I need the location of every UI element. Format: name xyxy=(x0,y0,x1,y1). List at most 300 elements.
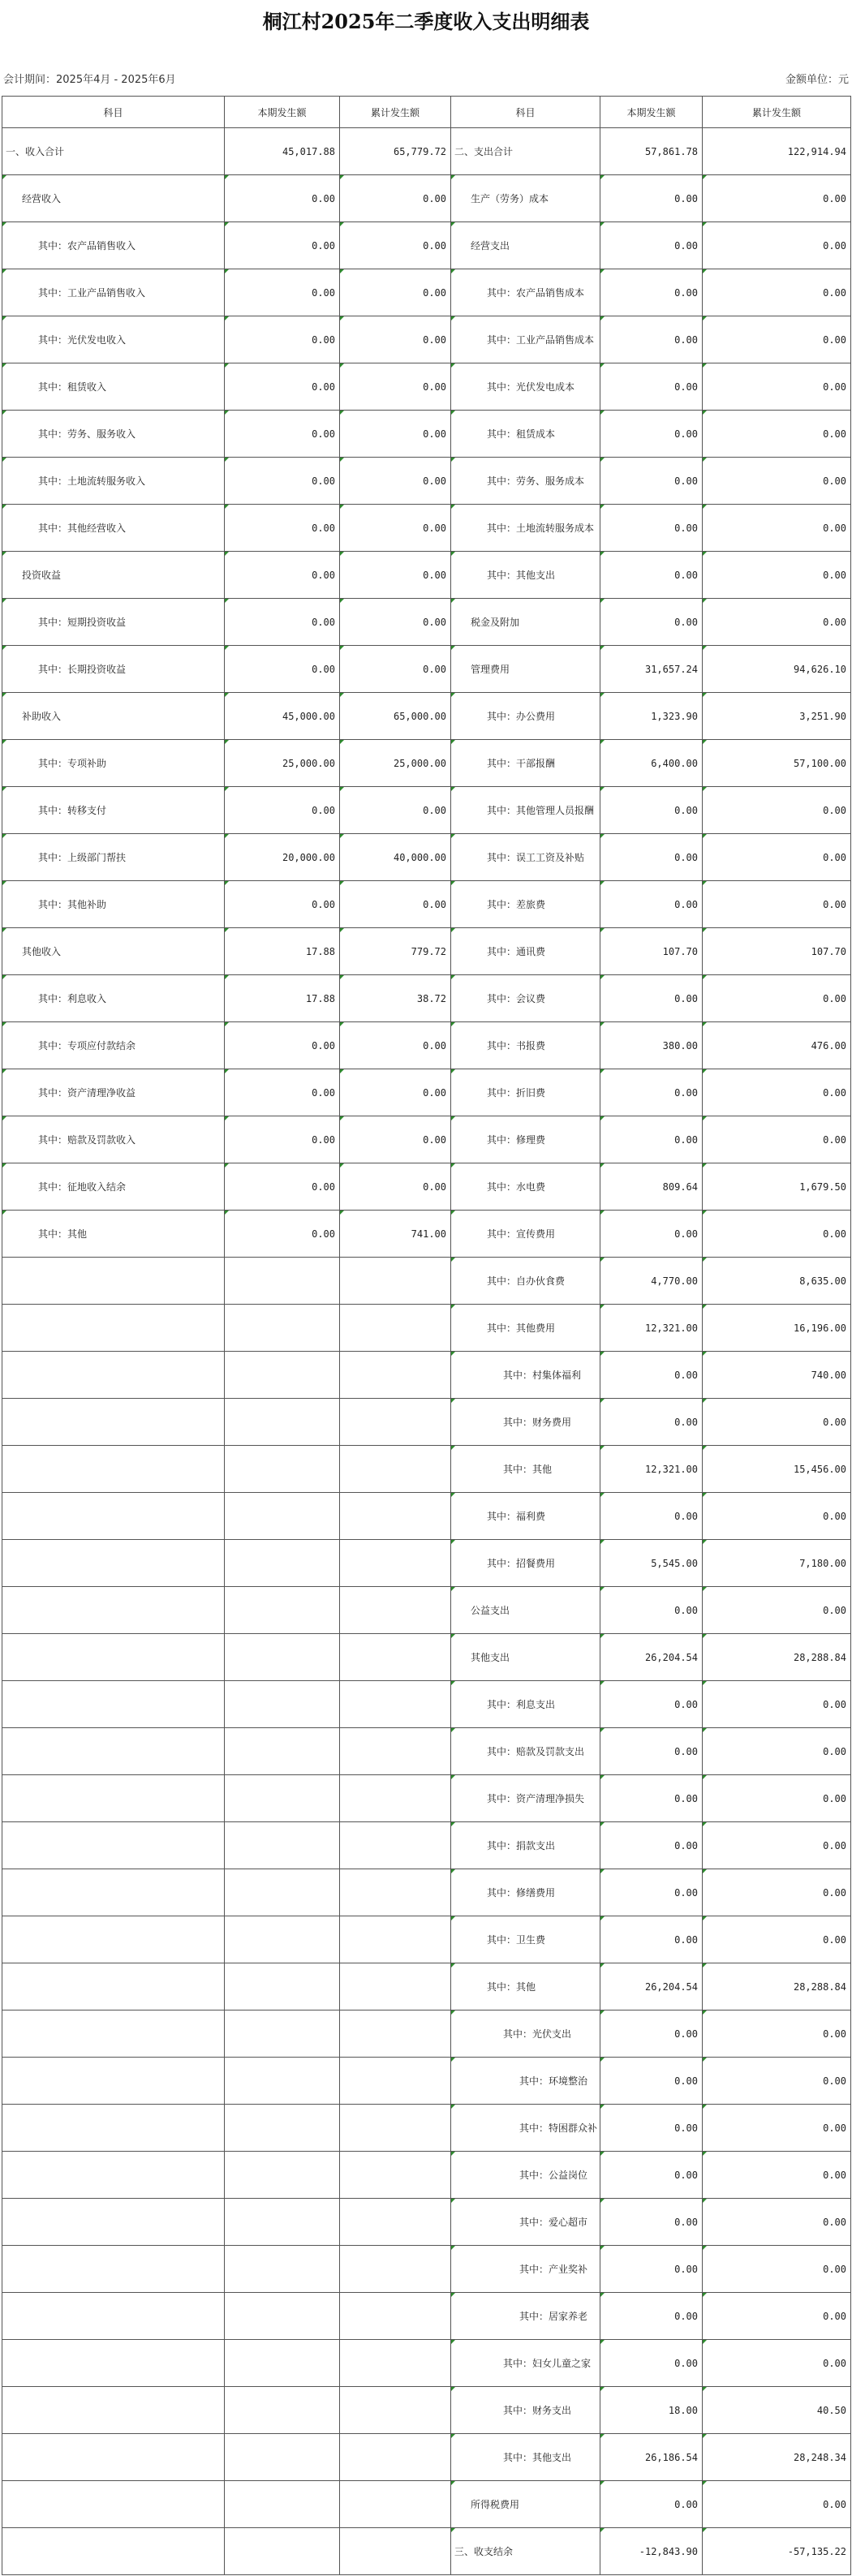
expense-subject: 其中：环境整治 xyxy=(451,2058,600,2105)
income-current-amount xyxy=(225,2152,340,2199)
income-current-amount xyxy=(225,1399,340,1446)
expense-current-amount: 18.00 xyxy=(600,2387,703,2434)
table-row xyxy=(2,646,851,693)
income-cumulative-amount xyxy=(340,1305,451,1352)
income-cumulative-amount xyxy=(340,1775,451,1822)
table-row xyxy=(2,1352,851,1399)
expense-current-amount: 0.00 xyxy=(600,316,703,363)
income-current-amount: 0.00 xyxy=(225,787,340,834)
expense-current-amount: 0.00 xyxy=(600,411,703,458)
income-current-amount: 0.00 xyxy=(225,222,340,269)
expense-subject: 其中：村集体福利 xyxy=(451,1352,600,1399)
expense-subject: 其中：劳务、服务成本 xyxy=(451,458,600,505)
expense-cumulative-amount: 0.00 xyxy=(703,1681,851,1728)
income-current-amount: 0.00 xyxy=(225,316,340,363)
income-current-amount: 0.00 xyxy=(225,1116,340,1163)
table-row xyxy=(2,1916,851,1963)
expense-subject: 其中：土地流转服务成本 xyxy=(451,505,600,552)
income-cumulative-amount: 0.00 xyxy=(340,411,451,458)
income-current-amount xyxy=(225,1587,340,1634)
expense-subject: 其中：其他 xyxy=(451,1963,600,2010)
expense-subject: 其中：工业产品销售成本 xyxy=(451,316,600,363)
expense-cumulative-amount: 0.00 xyxy=(703,2340,851,2387)
table-row xyxy=(2,552,851,599)
expense-current-amount: 26,204.54 xyxy=(600,1634,703,1681)
table-row xyxy=(2,2434,851,2481)
income-subject xyxy=(2,1446,225,1493)
table-row xyxy=(2,1399,851,1446)
expense-subject: 其中：水电费 xyxy=(451,1163,600,1211)
expense-current-amount: 0.00 xyxy=(600,2246,703,2293)
income-cumulative-amount: 0.00 xyxy=(340,269,451,316)
income-cumulative-amount: 65,000.00 xyxy=(340,693,451,740)
income-subject xyxy=(2,2387,225,2434)
income-subject xyxy=(2,1305,225,1352)
expense-cumulative-amount: 0.00 xyxy=(703,411,851,458)
income-cumulative-amount xyxy=(340,2387,451,2434)
expense-cumulative-amount: 0.00 xyxy=(703,975,851,1022)
expense-cumulative-amount: 57,100.00 xyxy=(703,740,851,787)
expense-subject: 其中：福利费 xyxy=(451,1493,600,1540)
income-subject xyxy=(2,1963,225,2010)
income-current-amount xyxy=(225,1493,340,1540)
expense-subject: 其中：其他支出 xyxy=(451,552,600,599)
expense-current-amount: 0.00 xyxy=(600,2010,703,2058)
expense-subject: 所得税费用 xyxy=(451,2481,600,2528)
income-current-amount xyxy=(225,2528,340,2575)
income-subject: 补助收入 xyxy=(2,693,225,740)
income-cumulative-amount xyxy=(340,2340,451,2387)
expense-cumulative-amount: 0.00 xyxy=(703,881,851,928)
expense-current-amount: 0.00 xyxy=(600,787,703,834)
income-current-amount xyxy=(225,2434,340,2481)
expense-subject: 其中：妇女儿童之家 xyxy=(451,2340,600,2387)
income-cumulative-amount: 0.00 xyxy=(340,363,451,411)
table-row xyxy=(2,1869,851,1916)
income-current-amount xyxy=(225,1540,340,1587)
expense-subject: 其中：产业奖补 xyxy=(451,2246,600,2293)
income-cumulative-amount xyxy=(340,1493,451,1540)
income-cumulative-amount xyxy=(340,2105,451,2152)
expense-current-amount: 12,321.00 xyxy=(600,1305,703,1352)
table-row xyxy=(2,269,851,316)
income-cumulative-amount xyxy=(340,1634,451,1681)
table-row xyxy=(2,316,851,363)
expense-current-amount: 1,323.90 xyxy=(600,693,703,740)
income-cumulative-amount xyxy=(340,2010,451,2058)
expense-cumulative-amount: 28,248.34 xyxy=(703,2434,851,2481)
expense-cumulative-amount: 0.00 xyxy=(703,222,851,269)
report-title: 桐江村2025年二季度收入支出明细表 xyxy=(262,9,590,33)
income-cumulative-amount xyxy=(340,2434,451,2481)
income-current-amount: 0.00 xyxy=(225,458,340,505)
income-subject: 投资收益 xyxy=(2,552,225,599)
income-current-amount: 0.00 xyxy=(225,1211,340,1258)
table-row xyxy=(2,1963,851,2010)
expense-cumulative-amount: 0.00 xyxy=(703,2058,851,2105)
table-row xyxy=(2,975,851,1022)
table-row xyxy=(2,2293,851,2340)
income-current-amount xyxy=(225,1822,340,1869)
income-subject xyxy=(2,2199,225,2246)
expense-subject: 其中：误工工资及补贴 xyxy=(451,834,600,881)
income-current-amount: 0.00 xyxy=(225,1022,340,1069)
expense-cumulative-amount: 94,626.10 xyxy=(703,646,851,693)
income-cumulative-amount: 0.00 xyxy=(340,599,451,646)
income-current-amount xyxy=(225,2481,340,2528)
income-current-amount xyxy=(225,2199,340,2246)
income-cumulative-amount: 0.00 xyxy=(340,1163,451,1211)
expense-subject: 公益支出 xyxy=(451,1587,600,1634)
income-subject xyxy=(2,1587,225,1634)
expense-subject: 其中：折旧费 xyxy=(451,1069,600,1116)
expense-cumulative-amount: 40.50 xyxy=(703,2387,851,2434)
accounting-period: 会计期间：2025年4月 - 2025年6月 xyxy=(3,73,176,86)
expense-current-amount: 0.00 xyxy=(600,2152,703,2199)
income-current-amount: 0.00 xyxy=(225,175,340,222)
expense-cumulative-amount: 0.00 xyxy=(703,1116,851,1163)
income-cumulative-amount xyxy=(340,1540,451,1587)
currency-unit: 金额单位：元 xyxy=(785,73,849,86)
income-subject xyxy=(2,2293,225,2340)
expense-subject: 税金及附加 xyxy=(451,599,600,646)
income-current-amount xyxy=(225,2246,340,2293)
expense-current-amount: 380.00 xyxy=(600,1022,703,1069)
expense-subject: 其中：宣传费用 xyxy=(451,1211,600,1258)
income-subject: 其中：农产品销售收入 xyxy=(2,222,225,269)
income-subject: 其中：转移支付 xyxy=(2,787,225,834)
expense-subject: 其中：会议费 xyxy=(451,975,600,1022)
expense-cumulative-amount: 28,288.84 xyxy=(703,1963,851,2010)
expense-cumulative-amount: 0.00 xyxy=(703,2246,851,2293)
ledger-table xyxy=(2,96,851,2575)
table-row xyxy=(2,787,851,834)
expense-cumulative-amount: 0.00 xyxy=(703,1775,851,1822)
table-row xyxy=(2,1069,851,1116)
income-subject xyxy=(2,2528,225,2575)
income-cumulative-amount: 0.00 xyxy=(340,787,451,834)
expense-cumulative-amount: 0.00 xyxy=(703,1728,851,1775)
income-cumulative-amount xyxy=(340,2152,451,2199)
income-current-amount xyxy=(225,2058,340,2105)
income-current-amount xyxy=(225,1305,340,1352)
header-current-left: 本期发生额 xyxy=(225,97,340,128)
income-subject xyxy=(2,2340,225,2387)
income-cumulative-amount xyxy=(340,1728,451,1775)
ledger-body xyxy=(2,128,851,2575)
expense-current-amount: 0.00 xyxy=(600,2105,703,2152)
table-row xyxy=(2,1540,851,1587)
expense-subject: 经营支出 xyxy=(451,222,600,269)
table-row xyxy=(2,458,851,505)
table-row xyxy=(2,2058,851,2105)
expense-current-amount: 809.64 xyxy=(600,1163,703,1211)
expense-current-amount: 0.00 xyxy=(600,1116,703,1163)
income-subject xyxy=(2,1399,225,1446)
income-current-amount xyxy=(225,1446,340,1493)
income-current-amount: 17.88 xyxy=(225,975,340,1022)
expense-current-amount: 6,400.00 xyxy=(600,740,703,787)
expense-subject: 其中：其他支出 xyxy=(451,2434,600,2481)
table-row xyxy=(2,2105,851,2152)
table-row xyxy=(2,128,851,175)
income-current-amount: 0.00 xyxy=(225,1069,340,1116)
expense-current-amount: 0.00 xyxy=(600,552,703,599)
income-current-amount xyxy=(225,1352,340,1399)
table-row xyxy=(2,2152,851,2199)
expense-current-amount: 0.00 xyxy=(600,2293,703,2340)
expense-current-amount: 0.00 xyxy=(600,881,703,928)
income-subject: 其中：劳务、服务收入 xyxy=(2,411,225,458)
income-current-amount: 25,000.00 xyxy=(225,740,340,787)
income-current-amount: 0.00 xyxy=(225,1163,340,1211)
income-cumulative-amount: 0.00 xyxy=(340,552,451,599)
report-meta xyxy=(3,67,849,89)
expense-cumulative-amount: 0.00 xyxy=(703,1587,851,1634)
expense-current-amount: 0.00 xyxy=(600,1681,703,1728)
income-subject: 其中：租赁收入 xyxy=(2,363,225,411)
income-subject: 其中：专项应付款结余 xyxy=(2,1022,225,1069)
table-row xyxy=(2,505,851,552)
table-row xyxy=(2,175,851,222)
expense-current-amount: -12,843.90 xyxy=(600,2528,703,2575)
income-cumulative-amount: 0.00 xyxy=(340,646,451,693)
expense-current-amount: 0.00 xyxy=(600,834,703,881)
table-row xyxy=(2,1587,851,1634)
income-current-amount xyxy=(225,2105,340,2152)
expense-current-amount: 57,861.78 xyxy=(600,128,703,175)
expense-current-amount: 0.00 xyxy=(600,2199,703,2246)
expense-current-amount: 0.00 xyxy=(600,1399,703,1446)
expense-subject: 其中：农产品销售成本 xyxy=(451,269,600,316)
expense-cumulative-amount: 8,635.00 xyxy=(703,1258,851,1305)
income-subject: 其他收入 xyxy=(2,928,225,975)
expense-current-amount: 0.00 xyxy=(600,1493,703,1540)
expense-current-amount: 26,204.54 xyxy=(600,1963,703,2010)
table-row xyxy=(2,1681,851,1728)
table-row xyxy=(2,1305,851,1352)
expense-cumulative-amount: 740.00 xyxy=(703,1352,851,1399)
income-subject: 其中：上级部门帮扶 xyxy=(2,834,225,881)
table-row xyxy=(2,1116,851,1163)
expense-cumulative-amount: 0.00 xyxy=(703,1822,851,1869)
income-current-amount: 0.00 xyxy=(225,599,340,646)
expense-cumulative-amount: 476.00 xyxy=(703,1022,851,1069)
income-current-amount xyxy=(225,1258,340,1305)
income-subject xyxy=(2,2481,225,2528)
expense-subject: 其中：办公费用 xyxy=(451,693,600,740)
income-subject xyxy=(2,1728,225,1775)
expense-cumulative-amount: 0.00 xyxy=(703,458,851,505)
expense-subject: 其中：赔款及罚款支出 xyxy=(451,1728,600,1775)
expense-current-amount: 5,545.00 xyxy=(600,1540,703,1587)
income-current-amount xyxy=(225,1916,340,1963)
income-subject: 其中：资产清理净收益 xyxy=(2,1069,225,1116)
income-cumulative-amount xyxy=(340,1869,451,1916)
expense-cumulative-amount: 0.00 xyxy=(703,2293,851,2340)
income-cumulative-amount xyxy=(340,1822,451,1869)
expense-subject: 其中：其他 xyxy=(451,1446,600,1493)
expense-subject: 其中：其他管理人员报酬 xyxy=(451,787,600,834)
income-subject: 一、收入合计 xyxy=(2,128,225,175)
table-row xyxy=(2,363,851,411)
expense-cumulative-amount: 0.00 xyxy=(703,599,851,646)
income-current-amount: 0.00 xyxy=(225,363,340,411)
expense-current-amount: 0.00 xyxy=(600,975,703,1022)
income-subject xyxy=(2,1493,225,1540)
expense-subject: 其中：书报费 xyxy=(451,1022,600,1069)
income-cumulative-amount xyxy=(340,2481,451,2528)
expense-cumulative-amount: 0.00 xyxy=(703,1869,851,1916)
income-subject: 其中：其他补助 xyxy=(2,881,225,928)
income-subject: 其中：专项补助 xyxy=(2,740,225,787)
income-current-amount xyxy=(225,1728,340,1775)
expense-current-amount: 0.00 xyxy=(600,1069,703,1116)
income-current-amount: 20,000.00 xyxy=(225,834,340,881)
expense-current-amount: 0.00 xyxy=(600,1728,703,1775)
table-row xyxy=(2,1728,851,1775)
expense-current-amount: 0.00 xyxy=(600,363,703,411)
income-cumulative-amount: 0.00 xyxy=(340,222,451,269)
income-cumulative-amount xyxy=(340,1258,451,1305)
expense-subject: 其中：财务支出 xyxy=(451,2387,600,2434)
income-cumulative-amount: 0.00 xyxy=(340,458,451,505)
expense-subject: 其中：卫生费 xyxy=(451,1916,600,1963)
income-current-amount: 45,000.00 xyxy=(225,693,340,740)
income-subject: 其中：征地收入结余 xyxy=(2,1163,225,1211)
expense-subject: 其中：通讯费 xyxy=(451,928,600,975)
expense-cumulative-amount: 1,679.50 xyxy=(703,1163,851,1211)
income-subject: 其中：其他经营收入 xyxy=(2,505,225,552)
income-cumulative-amount xyxy=(340,2199,451,2246)
income-cumulative-amount xyxy=(340,1352,451,1399)
income-subject xyxy=(2,2434,225,2481)
expense-cumulative-amount: 122,914.94 xyxy=(703,128,851,175)
expense-cumulative-amount: -57,135.22 xyxy=(703,2528,851,2575)
table-row xyxy=(2,2481,851,2528)
expense-subject: 其中：光伏支出 xyxy=(451,2010,600,2058)
income-subject: 其中：赔款及罚款收入 xyxy=(2,1116,225,1163)
table-row xyxy=(2,1211,851,1258)
expense-cumulative-amount: 0.00 xyxy=(703,1211,851,1258)
header-current-right: 本期发生额 xyxy=(600,97,703,128)
income-cumulative-amount: 0.00 xyxy=(340,316,451,363)
expense-subject: 其中：干部报酬 xyxy=(451,740,600,787)
income-current-amount: 0.00 xyxy=(225,269,340,316)
income-current-amount: 0.00 xyxy=(225,411,340,458)
expense-subject: 其中：特困群众补 xyxy=(451,2105,600,2152)
expense-cumulative-amount: 0.00 xyxy=(703,2105,851,2152)
income-current-amount xyxy=(225,2387,340,2434)
table-row xyxy=(2,411,851,458)
expense-subject: 其中：利息支出 xyxy=(451,1681,600,1728)
expense-subject: 其中：光伏发电成本 xyxy=(451,363,600,411)
table-row xyxy=(2,693,851,740)
income-subject xyxy=(2,2246,225,2293)
table-row xyxy=(2,1775,851,1822)
expense-subject: 其中：其他费用 xyxy=(451,1305,600,1352)
expense-current-amount: 0.00 xyxy=(600,1352,703,1399)
expense-cumulative-amount: 28,288.84 xyxy=(703,1634,851,1681)
table-row xyxy=(2,1634,851,1681)
expense-current-amount: 0.00 xyxy=(600,2058,703,2105)
table-row xyxy=(2,1163,851,1211)
expense-cumulative-amount: 0.00 xyxy=(703,505,851,552)
income-cumulative-amount: 741.00 xyxy=(340,1211,451,1258)
table-row xyxy=(2,834,851,881)
income-subject: 其中：光伏发电收入 xyxy=(2,316,225,363)
expense-current-amount: 0.00 xyxy=(600,505,703,552)
income-subject xyxy=(2,1258,225,1305)
income-subject xyxy=(2,2105,225,2152)
table-row xyxy=(2,881,851,928)
income-cumulative-amount: 0.00 xyxy=(340,175,451,222)
income-cumulative-amount xyxy=(340,1587,451,1634)
expense-cumulative-amount: 0.00 xyxy=(703,2010,851,2058)
income-cumulative-amount: 25,000.00 xyxy=(340,740,451,787)
income-subject xyxy=(2,1540,225,1587)
expense-cumulative-amount: 0.00 xyxy=(703,269,851,316)
income-subject xyxy=(2,1916,225,1963)
expense-current-amount: 0.00 xyxy=(600,458,703,505)
expense-subject: 其他支出 xyxy=(451,1634,600,1681)
expense-cumulative-amount: 0.00 xyxy=(703,1493,851,1540)
income-cumulative-amount: 38.72 xyxy=(340,975,451,1022)
expense-subject: 其中：资产清理净损失 xyxy=(451,1775,600,1822)
expense-cumulative-amount: 0.00 xyxy=(703,834,851,881)
expense-current-amount: 4,770.00 xyxy=(600,1258,703,1305)
table-row xyxy=(2,222,851,269)
expense-cumulative-amount: 3,251.90 xyxy=(703,693,851,740)
income-current-amount xyxy=(225,1869,340,1916)
expense-current-amount: 31,657.24 xyxy=(600,646,703,693)
table-row xyxy=(2,2528,851,2575)
expense-subject: 其中：修理费 xyxy=(451,1116,600,1163)
expense-subject: 其中：招餐费用 xyxy=(451,1540,600,1587)
income-current-amount xyxy=(225,2010,340,2058)
expense-subject: 其中：修缮费用 xyxy=(451,1869,600,1916)
income-cumulative-amount: 0.00 xyxy=(340,1022,451,1069)
expense-cumulative-amount: 0.00 xyxy=(703,2199,851,2246)
income-current-amount: 0.00 xyxy=(225,552,340,599)
expense-cumulative-amount: 0.00 xyxy=(703,1069,851,1116)
expense-cumulative-amount: 0.00 xyxy=(703,363,851,411)
income-current-amount xyxy=(225,1775,340,1822)
income-subject xyxy=(2,1634,225,1681)
header-subject-left: 科目 xyxy=(2,97,225,128)
income-subject: 其中：长期投资收益 xyxy=(2,646,225,693)
table-row xyxy=(2,740,851,787)
expense-current-amount: 0.00 xyxy=(600,2481,703,2528)
expense-current-amount: 26,186.54 xyxy=(600,2434,703,2481)
expense-subject: 其中：财务费用 xyxy=(451,1399,600,1446)
income-cumulative-amount xyxy=(340,1446,451,1493)
income-current-amount: 45,017.88 xyxy=(225,128,340,175)
income-current-amount: 0.00 xyxy=(225,881,340,928)
expense-subject: 生产（劳务）成本 xyxy=(451,175,600,222)
expense-current-amount: 107.70 xyxy=(600,928,703,975)
expense-subject: 其中：爱心超市 xyxy=(451,2199,600,2246)
header-row xyxy=(2,97,851,128)
expense-subject: 其中：租赁成本 xyxy=(451,411,600,458)
expense-subject: 其中：居家养老 xyxy=(451,2293,600,2340)
expense-cumulative-amount: 0.00 xyxy=(703,175,851,222)
expense-current-amount: 0.00 xyxy=(600,2340,703,2387)
expense-subject: 三、收支结余 xyxy=(451,2528,600,2575)
income-cumulative-amount xyxy=(340,2058,451,2105)
table-row xyxy=(2,1446,851,1493)
income-cumulative-amount: 0.00 xyxy=(340,1069,451,1116)
